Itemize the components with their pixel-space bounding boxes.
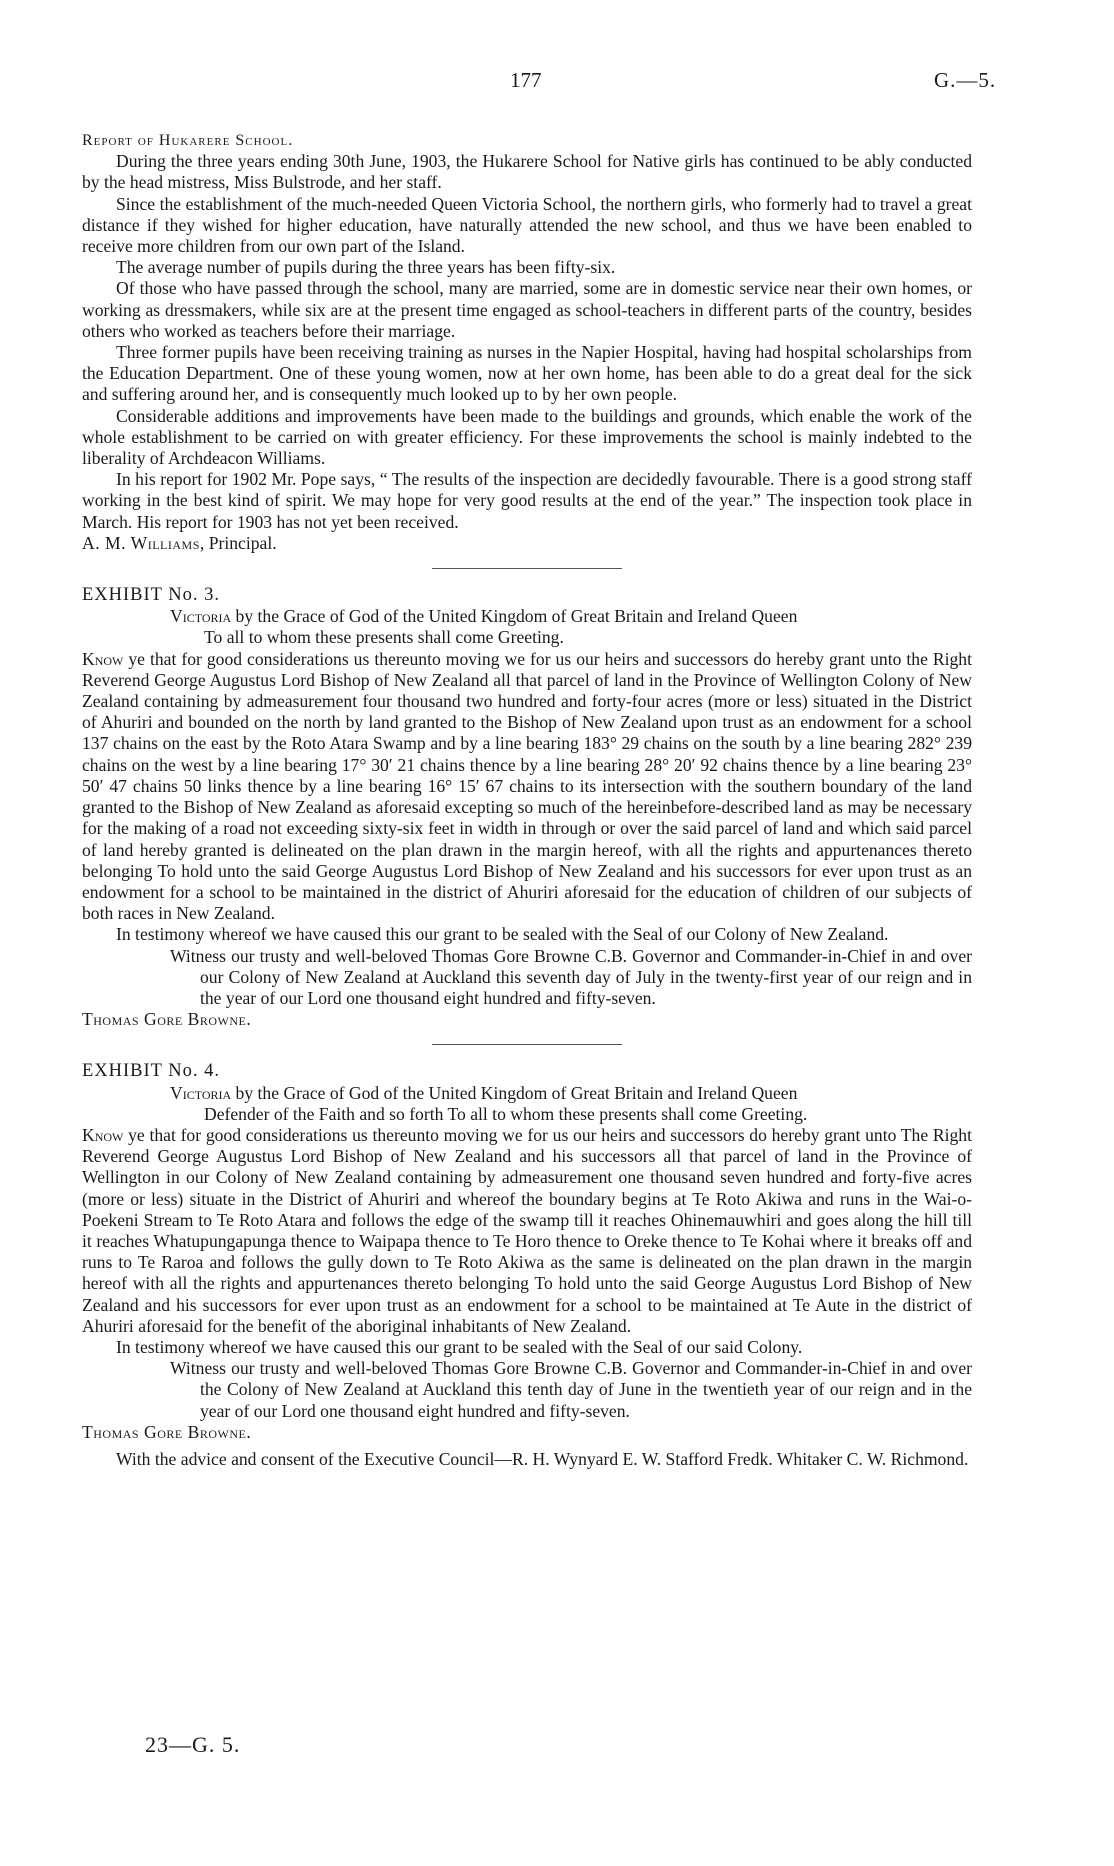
exhibit-4-title: EXHIBIT No. 4. bbox=[82, 1061, 221, 1082]
exhibit-4-body-text: ye that for good considerations us thereunto moving we for us our heirs and successors do hereby grant unto The Right Reverend George Augustus Lord Bishop of New Zealand and his successors all that parcel of land in the Province of Wellington in our Colony of New Zealand containing by admeasurement one thousand seven hundred and forty-five acres (more or less) situate in the District of Ahuriri and whereof the boundary begins at Te Roto Akiwa and runs in the Wai-o-Poekeni Stream to Te Roto Atara and follows the edge of the swamp till it reaches Ohinemauwhiri and goes along the hill till it reaches Whatupungapunga thence to Waipapa thence to Te Horo thence to Oreke thence to Te Kohai where it breaks off and runs to Te Raroa and follows the gully down to Te Roto Akiwa as the same is delineated on the plan drawn in the margin hereof with all the rights and appurtenances thereto belonging To hold unto the said George Augustus Lord Bishop of New Zealand and his successors for ever upon trust as an endowment for a school to be maintained at Te Aute in the district of Ahuriri aforesaid for the benefit of the aboriginal inhabitants of New Zealand. bbox=[82, 1124, 972, 1336]
exhibit-4-opening bbox=[82, 1083, 972, 1125]
exhibit-3-body-text: ye that for good considerations us thereunto moving we for us our heirs and successors do hereby grant unto the Right Reverend George Augustus Lord Bishop of New Zealand all that parcel of land in the Province of Wellington Colony of New Zealand containing by admeasurement four thousand two hundred and forty-four acres (more or less) situated in the District of Ahuriri and bounded on the north by land granted to the Bishop of New Zealand upon trust as an endowment for a school 137 chains on the east by the Roto Atara Swamp and by a line bearing 183° 29 chains on the south by a line bearing 282° 239 chains on the west by a line bearing 17° 30′ 21 chains thence by a line bearing 28° 20′ 92 chains thence by a line bearing 23° 50′ 47 chains 50 links thence by a line bearing 16° 15′ 67 chains to its intersection with the southern boundary of the land granted to the Bishop of New Zealand as aforesaid excepting so much of the hereinbefore-described land as may be necessary for the making of a road not exceeding sixty-six feet in width in through or over the said parcel of land and which said parcel of land hereby granted is delineated on the plan drawn in the margin hereof, with all the rights and appurtenances thereto belonging To hold unto the said George Augustus Lord Bishop of New Zealand and his successors for ever upon trust as an endowment for a school to be maintained in the district of Ahuriri aforesaid for the education of children of our subjects of both races in New Zealand. bbox=[82, 648, 972, 924]
sovereign-name: Victoria bbox=[170, 1082, 232, 1103]
exhibit-3-testimony: In testimony whereof we have caused this our grant to be sealed with the Seal of our Colony of New Zealand. bbox=[116, 924, 889, 945]
exhibit-3-greeting: To all to whom these presents shall come Greeting. bbox=[204, 627, 564, 648]
report-paragraph: Since the establishment of the much-needed Queen Victoria School, the northern girls, who formerly had to travel a great distance if they wished for higher education, have naturally attended the new school, and thus we have been enabled to receive more children from our own part of the Island. bbox=[82, 193, 972, 257]
exhibit-3-opening-line bbox=[170, 606, 972, 627]
exhibit-4-opening-line bbox=[170, 1083, 972, 1104]
exhibit-4-signature bbox=[82, 1422, 966, 1443]
sovereign-name: Victoria bbox=[170, 606, 232, 627]
report-paragraph: Three former pupils have been receiving training as nurses in the Napier Hospital, having had hospital scholarships from the Education Department. One of these young women, now at her own home, has been able to do a great deal for the sick and suffering around her, and is consequently much looked up to by her own people. bbox=[82, 342, 972, 405]
report-paragraph: Of those who have passed through the school, many are married, some are in domestic service near their own homes, or working as dressmakers, while six are at the present time engaged as school-teachers in different parts of the country, besides others who worked as teachers before their marriage. bbox=[82, 278, 972, 341]
report-signature bbox=[82, 533, 902, 554]
section-divider bbox=[432, 568, 622, 569]
report-paragraph: In his report for 1902 Mr. Pope says, “ The results of the inspection are decidedly favourable. There is a good strong staff working in the best kind of spirit. We may hope for very good results at the end of the year.” The inspection took place in March. His report for 1903 has not yet been received. bbox=[82, 469, 972, 532]
opening-text: by the Grace of God of the United Kingdom of Great Britain and Ireland Queen bbox=[231, 606, 798, 627]
report-paragraph: The average number of pupils during the three years has been fifty-six. bbox=[116, 257, 616, 278]
signature-mark: 23—G. 5. bbox=[145, 1732, 241, 1757]
exhibit-3-opening bbox=[82, 606, 972, 648]
exhibit-3-body bbox=[82, 649, 972, 925]
exhibit-3-witness: Witness our trusty and well-beloved Thomas Gore Browne C.B. Governor and Commander-in-Chief in and over our Colony of New Zealand at Auckland this seventh day of July in the twenty-first year of our reign and in the year of our Lord one thousand eight hundred and fifty-seven. bbox=[170, 945, 972, 1008]
exhibit-4-witness-block bbox=[82, 1358, 972, 1422]
executive-council-note: With the advice and consent of the Executive Council—R. H. Wynyard E. W. Stafford Fredk. Whitaker C. W. Richmond. bbox=[116, 1448, 969, 1469]
exhibit-4-testimony: In testimony whereof we have caused this our grant to be sealed with the Seal of our said Colony. bbox=[116, 1336, 803, 1357]
report-section bbox=[82, 130, 972, 1470]
page-header bbox=[0, 68, 1114, 98]
know-word: Know bbox=[82, 1124, 124, 1145]
exhibit-4-body bbox=[82, 1125, 972, 1337]
signatory-name: Thomas Gore Browne. bbox=[82, 1421, 252, 1442]
report-paragraph: During the three years ending 30th June, 1903, the Hukarere School for Native girls has continued to be ably conducted by the head mistress, Miss Bulstrode, and her staff. bbox=[82, 151, 972, 193]
exhibit-3-witness-block bbox=[82, 946, 972, 1010]
exhibit-3-signature bbox=[82, 1009, 912, 1030]
report-paragraph: Considerable additions and improvements have been made to the buildings and grounds, which enable the work of the whole establishment to be carried on with greater efficiency. For these improvements the school is mainly indebted to the liberality of Archdeacon Williams. bbox=[82, 405, 972, 469]
exhibit-4-greeting: Defender of the Faith and so forth To all to whom these presents shall come Greeting. bbox=[204, 1103, 808, 1124]
exhibit-3-title: EXHIBIT No. 3. bbox=[82, 585, 221, 606]
page-number: 177 bbox=[510, 68, 542, 92]
exhibit-4-witness: Witness our trusty and well-beloved Thomas Gore Browne C.B. Governor and Commander-in-Chief in and over the Colony of New Zealand at Auckland this tenth day of June in the twentieth year of our reign and in the year of our Lord one thousand eight hundred and fifty-seven. bbox=[170, 1358, 972, 1421]
know-word: Know bbox=[82, 648, 124, 669]
section-divider bbox=[432, 1044, 622, 1045]
signatory-name: A. M. Williams bbox=[82, 532, 200, 553]
signatory-name: Thomas Gore Browne. bbox=[82, 1009, 252, 1030]
document-reference: G.—5. bbox=[934, 68, 997, 92]
opening-text: by the Grace of God of the United Kingdom of Great Britain and Ireland Queen bbox=[231, 1082, 798, 1103]
report-heading: Report of Hukarere School. bbox=[82, 132, 294, 149]
signatory-title: , Principal. bbox=[199, 532, 277, 553]
